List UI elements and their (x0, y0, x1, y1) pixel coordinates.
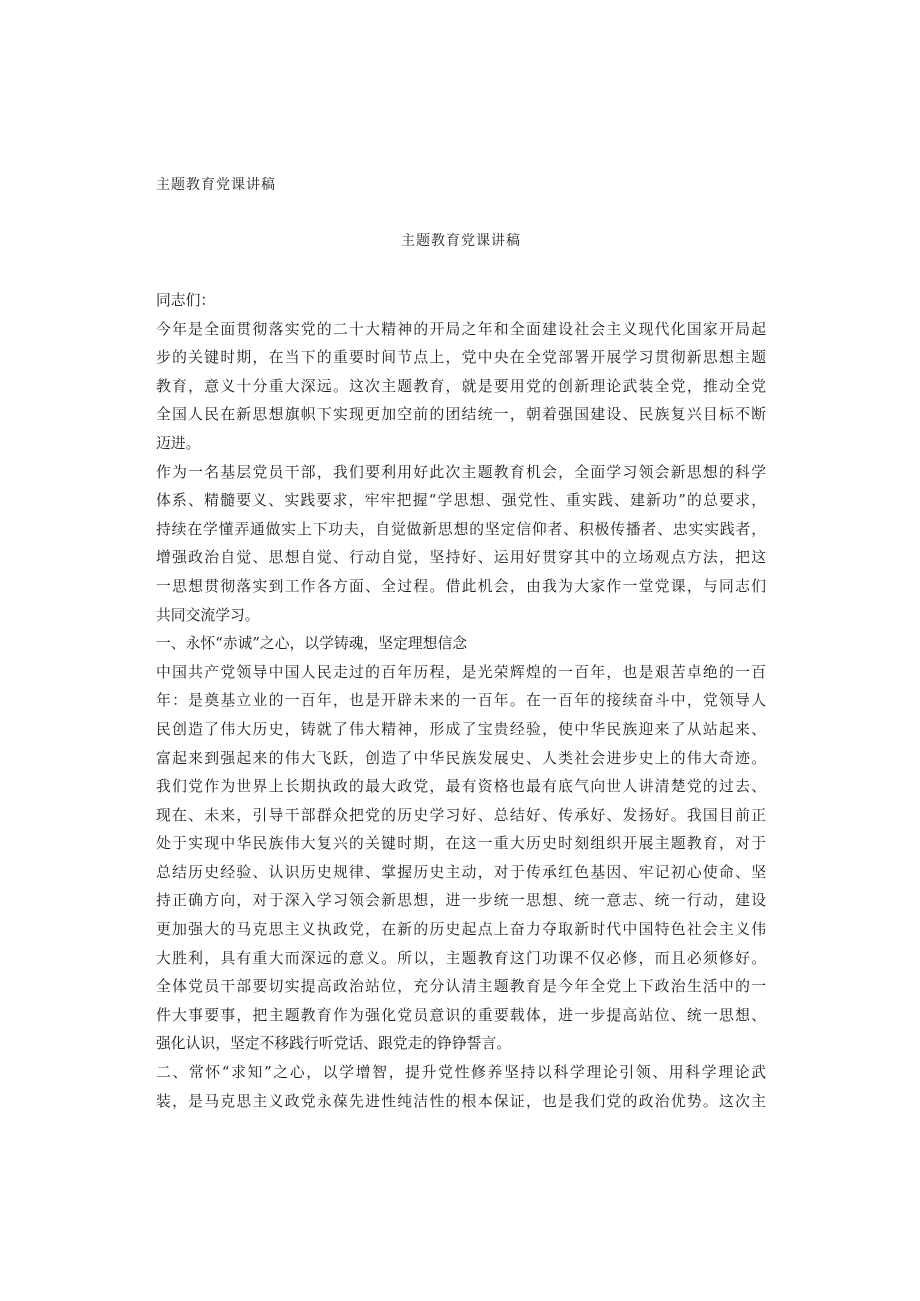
text-line: 民创造了伟大历史，铸就了伟大精神，形成了宝贵经验，使中华民族迎来了从站起来、 (156, 720, 766, 738)
text-line: 二、常怀“求知”之心，以学增智，提升党性修养坚持以科学理论引领、用科学理论武 (156, 1064, 766, 1082)
document-body (156, 287, 766, 1116)
text-line: 中国共产党领导中国人民走过的百年历程，是光荣辉煌的一百年，也是艰苦卓绝的一百 (156, 663, 766, 681)
text-line: 年：是奠基立业的一百年，也是开辟未来的一百年。在一百年的接续奋斗中，党领导人 (156, 692, 766, 710)
text-line: 持续在学懂弄通做实上下功夫，自觉做新思想的坚定信仰者、积极传播者、忠实实践者， (156, 520, 766, 538)
text-line: 今年是全面贯彻落实党的二十大精神的开局之年和全面建设社会主义现代化国家开局起 (156, 320, 766, 338)
text-line: 持正确方向，对于深入学习领会新思想，进一步统一思想、统一意志、统一行动，建设 (156, 892, 766, 910)
text-line: 作为一名基层党员干部，我们要利用好此次主题教育机会，全面学习领会新思想的科学 (156, 463, 766, 481)
text-line: 增强政治自觉、思想自觉、行动自觉，坚持好、运用好贯穿其中的立场观点方法，把这 (156, 549, 766, 567)
text-line: 全国人民在新思想旗帜下实现更加空前的团结统一，朝着强国建设、民族复兴目标不断 (156, 406, 766, 424)
text-line: 一、永怀“赤诚”之心，以学铸魂，坚定理想信念 (156, 635, 468, 653)
text-line: 装，是马克思主义政党永葆先进性纯洁性的根本保证，也是我们党的政治优势。这次主 (156, 1092, 766, 1110)
text-line: 一思想贯彻落实到工作各方面、全过程。借此机会，由我为大家作一堂党课，与同志们 (156, 577, 766, 595)
text-line: 我们党作为世界上长期执政的最大政党，最有资格也最有底气向世人讲清楚党的过去、 (156, 778, 766, 796)
text-line: 体系、精髓要义、实践要求，牢牢把握“学思想、强党性、重实践、建新功”的总要求， (156, 492, 766, 510)
text-line: 现在、未来，引导干部群众把党的历史学习好、总结好、传承好、发扬好。我国目前正 (156, 806, 766, 824)
text-line: 更加强大的马克思主义执政党，在新的历史起点上奋力夺取新时代中国特色社会主义伟 (156, 921, 766, 939)
text-line: 教育，意义十分重大深远。这次主题教育，就是要用党的创新理论武装全党，推动全党 (156, 377, 766, 395)
text-line: 大胜利，具有重大而深远的意义。所以，主题教育这门功课不仅必修，而且必须修好。 (156, 949, 766, 967)
document-title: 主题教育党课讲稿 (401, 233, 521, 249)
text-line: 强化认识，坚定不移践行听党话、跟党走的铮铮誓言。 (156, 1035, 512, 1053)
text-line: 迈进。 (156, 434, 201, 452)
text-line: 全体党员干部要切实提高政治站位，充分认清主题教育是今年全党上下政治生活中的一 (156, 978, 766, 996)
text-line: 总结历史经验、认识历史规律、掌握历史主动，对于传承红色基因、牢记初心使命、坚 (156, 863, 766, 881)
text-line: 富起来到强起来的伟大飞跃，创造了中华民族发展史、人类社会进步史上的伟大奇迹。 (156, 749, 766, 767)
text-line: 件大事要事，把主题教育作为强化党员意识的重要载体，进一步提高站位、统一思想、 (156, 1006, 766, 1024)
text-line: 同志们： (156, 292, 216, 309)
text-line: 步的关键时期，在当下的重要时间节点上，党中央在全党部署开展学习贯彻新思想主题 (156, 349, 766, 367)
text-line: 共同交流学习。 (156, 606, 260, 624)
header-title: 主题教育党课讲稿 (156, 177, 276, 193)
text-line: 处于实现中华民族伟大复兴的关键时期，在这一重大历史时刻组织开展主题教育，对于 (156, 835, 766, 853)
